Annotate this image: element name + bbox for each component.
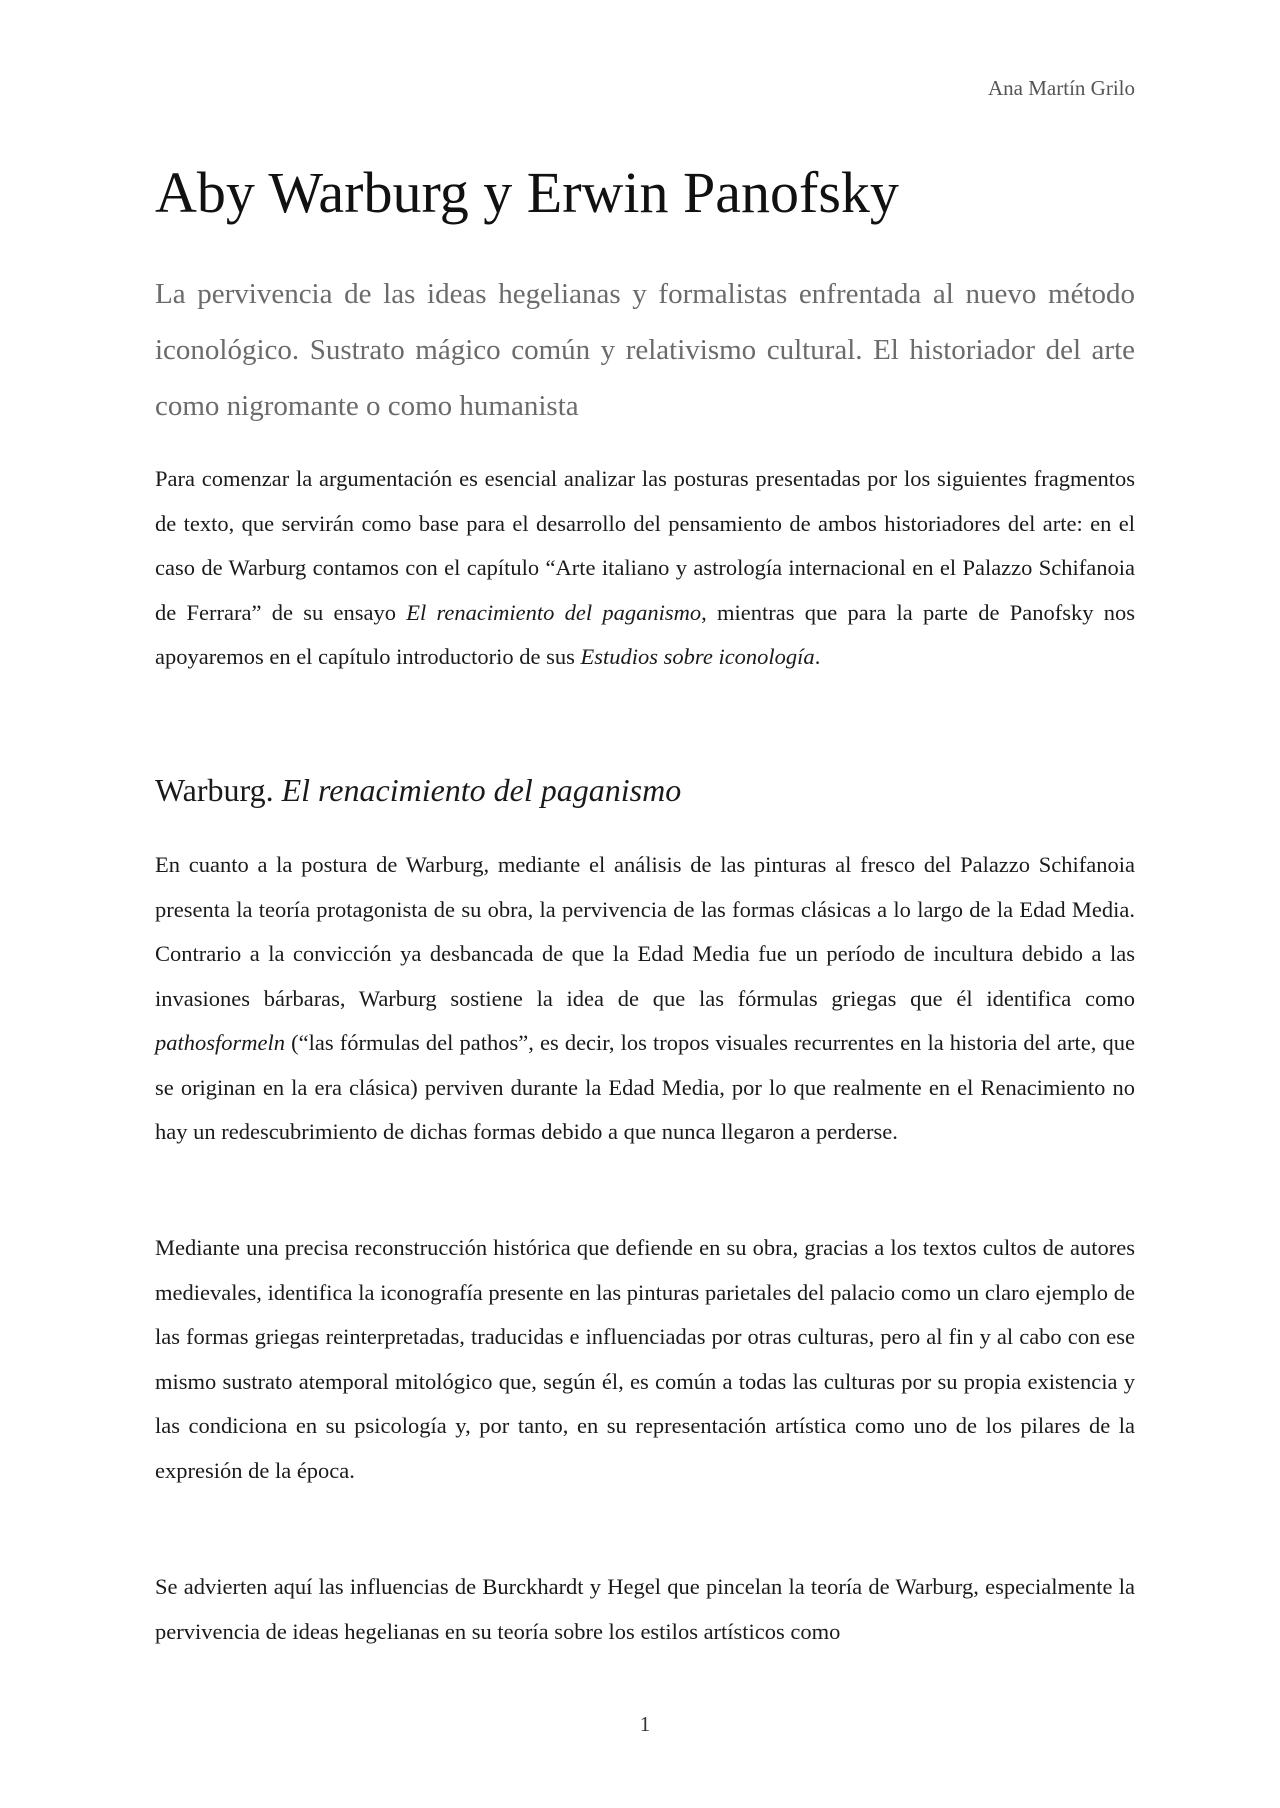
body-paragraph-3: Se advierten aquí las influencias de Burckhardt y Hegel que pincelan la teoría de Warburg, especialmente la pervivencia de ideas hegelianas en su teoría sobre los estilos artísticos como — [155, 1574, 1135, 1644]
intro-text-3: . — [814, 644, 821, 669]
document-subtitle: La pervivencia de las ideas hegelianas y formalistas enfrentada al nuevo método iconológico. Sustrato mágico común y relativismo cultural. El historiador del arte como nigromante o como humanista — [155, 278, 1135, 422]
page-number: 1 — [639, 1712, 651, 1736]
pathosformeln-term: pathosformeln — [155, 1030, 286, 1055]
body-paragraph-1-text-1: En cuanto a la postura de Warburg, mediante el análisis de las pinturas al fresco del Palazzo Schifanoia presenta la teoría protagonista de su obra, la pervivencia de las formas clásicas a lo largo de la Edad Media. Contrario a la convicción ya desbancada de que la Edad Media fue un período de incultura debido a las invasiones bárbaras, Warburg sostiene la idea de que las fórmulas griegas que él identifica como — [155, 852, 1135, 1011]
body-paragraph-1-text-2: (“las fórmulas del pathos”, es decir, los tropos visuales recurrentes en la historia del arte, que se originan en la era clásica) perviven durante la Edad Media, por lo que realmente en el Renacimiento no hay un redescubrimiento de dichas formas debido a que nunca llegaron a perderse. — [155, 1030, 1135, 1144]
body-paragraph-1 — [155, 843, 1135, 1155]
intro-work-title-warburg: El renacimiento del paganismo — [406, 599, 702, 625]
section-heading-name: Warburg. — [155, 772, 274, 808]
running-header-author: Ana Martín Grilo — [988, 76, 1135, 100]
intro-text-1: Para comenzar la argumentación es esencial analizar las posturas presentadas por los siguientes fragmentos de texto, que servirán como base para el desarrollo del pensamiento de ambos historiadores del arte: en el caso de Warburg contamos con el capítulo “Arte italiano y astrología internacional en el Palazzo Schifanoia de Ferrara” de su ensayo — [155, 466, 1135, 625]
body-paragraph-2: Mediante una precisa reconstrucción histórica que defiende en su obra, gracias a los textos cultos de autores medievales, identifica la iconografía presente en las pinturas parietales del palacio como un claro ejemplo de las formas griegas reinterpretadas, traducidas e influenciadas por otras culturas, pero al fin y al cabo con ese mismo sustrato atemporal mitológico que, según él, es común a todas las culturas por su propia existencia y las condiciona en su psicología y, por tanto, en su representación artística como uno de los pilares de la expresión de la época. — [155, 1235, 1135, 1483]
intro-work-title-panofsky: Estudios sobre iconología — [580, 644, 815, 669]
section-heading-work: El renacimiento del paganismo — [281, 772, 682, 808]
section-heading-warburg — [155, 768, 681, 812]
document-title: Aby Warburg y Erwin Panofsky — [155, 160, 899, 225]
intro-paragraph — [155, 457, 1135, 680]
intro-text-2: , mientras que para la parte de Panofsky nos apoyaremos en el capítulo introductorio de sus — [155, 599, 1135, 669]
